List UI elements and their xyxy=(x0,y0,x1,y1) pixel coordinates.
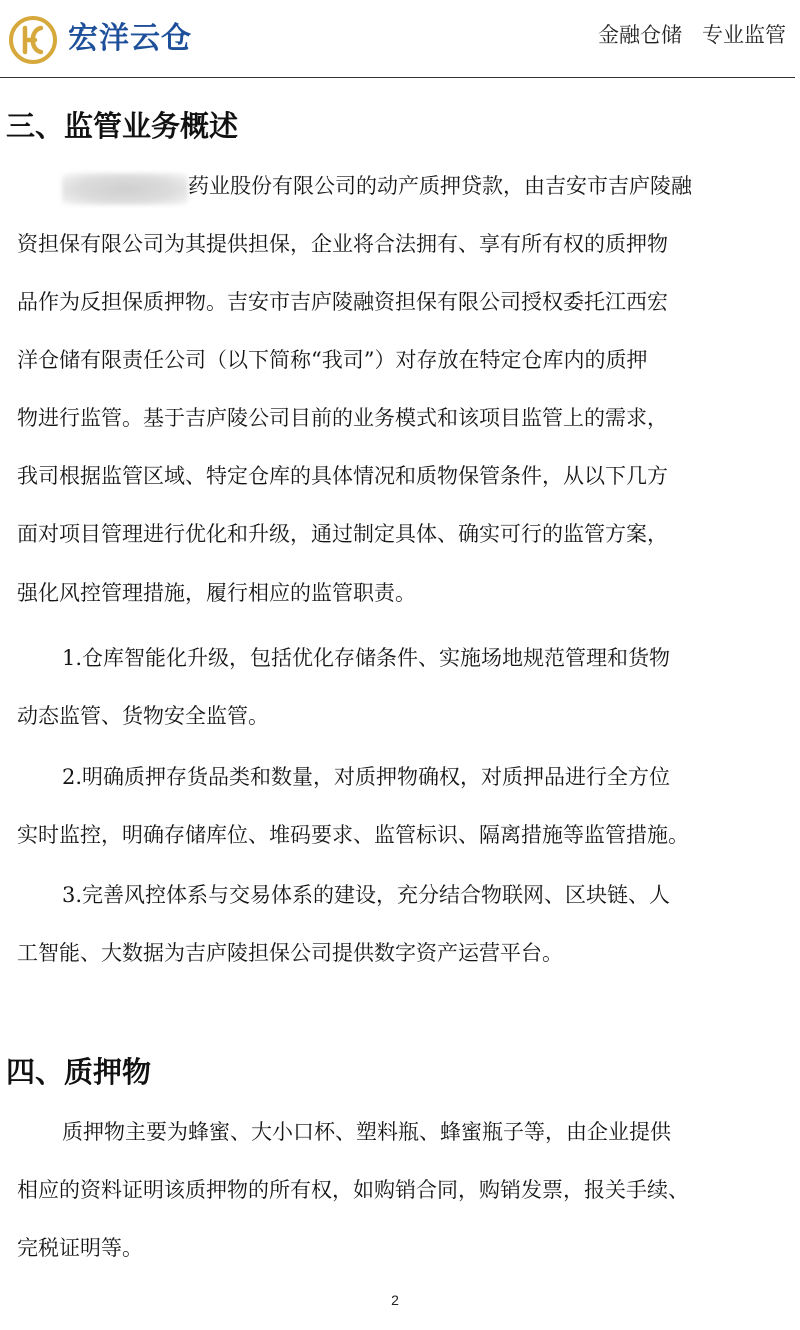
section-4-heading: 四、质押物 xyxy=(6,1055,152,1089)
item2-line: 实时监控，明确存储库位、堆码要求、监管标识、隔离措施等监管措施。 xyxy=(17,823,689,847)
para1-line: 面对项目管理进行优化和升级，通过制定具体、确实可行的监管方案， xyxy=(17,522,668,546)
redacted-company-name xyxy=(62,173,188,205)
header-divider xyxy=(0,77,795,78)
section4-para-line: 相应的资料证明该质押物的所有权，如购销合同，购销发票，报关手续、 xyxy=(17,1178,689,1202)
item3-line: 3.完善风控体系与交易体系的建设，充分结合物联网、区块链、人 xyxy=(62,883,671,907)
page-number: 2 xyxy=(391,1292,399,1308)
page-header xyxy=(0,0,800,80)
brand-name: 宏洋云仓 xyxy=(68,21,192,56)
slogan-professional-supervision: 专业监管 xyxy=(702,23,786,47)
company-logo-icon xyxy=(8,15,58,65)
item2-line: 2.明确质押存货品类和数量，对质押物确权，对质押品进行全方位 xyxy=(62,765,671,789)
section4-para-line: 完税证明等。 xyxy=(17,1236,143,1260)
para1-line: 品作为反担保质押物。吉安市吉庐陵融资担保有限公司授权委托江西宏 xyxy=(17,290,668,314)
para1-line: 物进行监管。基于吉庐陵公司目前的业务模式和该项目监管上的需求， xyxy=(17,406,668,430)
section4-para-line: 质押物主要为蜂蜜、大小口杯、塑料瓶、蜂蜜瓶子等，由企业提供 xyxy=(62,1120,671,1144)
para1-line: 强化风控管理措施，履行相应的监管职责。 xyxy=(17,581,416,605)
para1-line: 药业股份有限公司的动产质押贷款，由吉安市吉庐陵融 xyxy=(188,174,692,198)
para1-line: 我司根据监管区域、特定仓库的具体情况和质物保管条件，从以下几方 xyxy=(17,464,668,488)
item1-line: 1.仓库智能化升级，包括优化存储条件、实施场地规范管理和货物 xyxy=(62,646,671,670)
para1-line: 资担保有限公司为其提供担保，企业将合法拥有、享有所有权的质押物 xyxy=(17,232,668,256)
item3-line: 工智能、大数据为吉庐陵担保公司提供数字资产运营平台。 xyxy=(17,941,563,965)
item1-line: 动态监管、货物安全监管。 xyxy=(17,704,269,728)
para1-line: 洋仓储有限责任公司（以下简称“我司”）对存放在特定仓库内的质押 xyxy=(17,348,648,372)
section-3-heading: 三、监管业务概述 xyxy=(6,109,239,143)
header-slogans xyxy=(578,20,786,50)
slogan-financial-storage: 金融仓储 xyxy=(598,23,682,47)
